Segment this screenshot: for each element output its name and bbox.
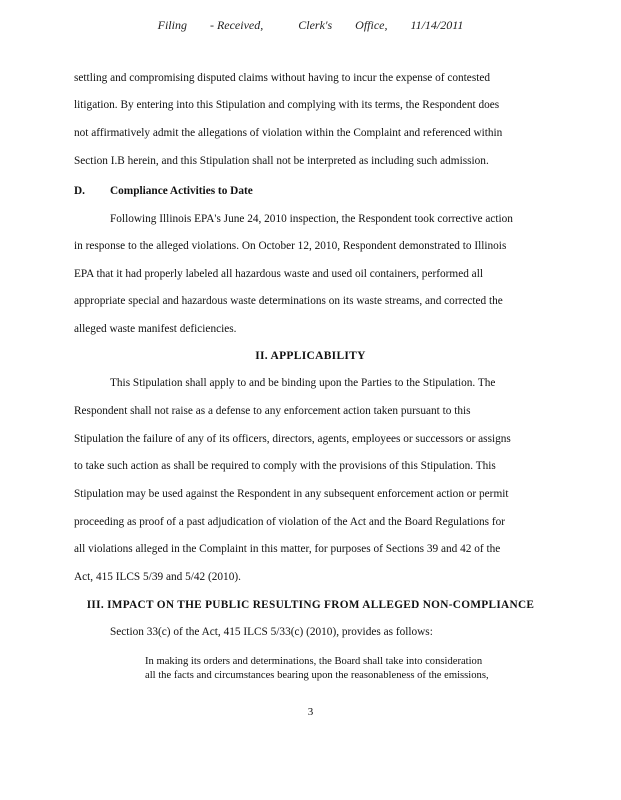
section-ii-line: to take such action as shall be required to comply with the provisions of this Stipulation. This [74, 460, 496, 472]
section-iii-heading: III. IMPACT ON THE PUBLIC RESULTING FROM ALLEGED NON-COMPLIANCE [86, 599, 535, 611]
intro-line: litigation. By entering into this Stipulation and complying with its terms, the Respondent does [74, 99, 500, 111]
quote-line: In making its orders and determinations, the Board shall take into consideration [145, 656, 483, 667]
section-d-line: in response to the alleged violations. On October 12, 2010, Respondent demonstrated to Illinois [74, 240, 507, 252]
section-d-letter: D. [74, 185, 85, 197]
section-ii-line: Act, 415 ILCS 5/39 and 5/42 (2010). [74, 571, 241, 583]
section-ii-line: proceeding as proof of a past adjudication of violation of the Act and the Board Regulations for [74, 516, 506, 528]
section-d-title: Compliance Activities to Date [110, 185, 253, 197]
header-filing: Filing [157, 18, 187, 32]
header-clerks: Clerk's [298, 18, 333, 32]
header-received: - Received, [209, 18, 264, 32]
section-d-line: EPA that it had properly labeled all hazardous waste and used oil containers, performed all [74, 268, 483, 280]
header-office: Office, [355, 18, 388, 32]
section-ii-line: Respondent shall not raise as a defense to any enforcement action taken pursuant to this [74, 405, 471, 417]
filing-header [0, 18, 621, 33]
section-d-line: appropriate special and hazardous waste determinations on its waste streams, and corrected the [74, 295, 503, 307]
section-ii-line: all violations alleged in the Complaint in this matter, for purposes of Sections 39 and 42 of the [74, 543, 501, 555]
section-ii-heading: II. APPLICABILITY [255, 350, 366, 362]
header-date: 11/14/2011 [410, 18, 464, 32]
intro-line: Section I.B herein, and this Stipulation shall not be interpreted as including such admission. [74, 155, 489, 167]
section-ii-line: Stipulation the failure of any of its officers, directors, agents, employees or successors or assigns [74, 433, 511, 445]
section-d-heading [74, 185, 253, 197]
section-ii-line: This Stipulation shall apply to and be binding upon the Parties to the Stipulation. The [110, 377, 496, 389]
section-d-line: Following Illinois EPA's June 24, 2010 inspection, the Respondent took corrective action [110, 213, 513, 225]
section-ii-line: Stipulation may be used against the Respondent in any subsequent enforcement action or permit [74, 488, 509, 500]
section-d-line: alleged waste manifest deficiencies. [74, 323, 237, 335]
intro-line: settling and compromising disputed claims without having to incur the expense of contested [74, 72, 491, 84]
section-iii-intro: Section 33(c) of the Act, 415 ILCS 5/33(c) (2010), provides as follows: [110, 626, 433, 638]
intro-line: not affirmatively admit the allegations of violation within the Complaint and referenced within [74, 127, 503, 139]
quote-line: all the facts and circumstances bearing upon the reasonableness of the emissions, [145, 670, 489, 681]
page-number: 3 [307, 706, 314, 718]
